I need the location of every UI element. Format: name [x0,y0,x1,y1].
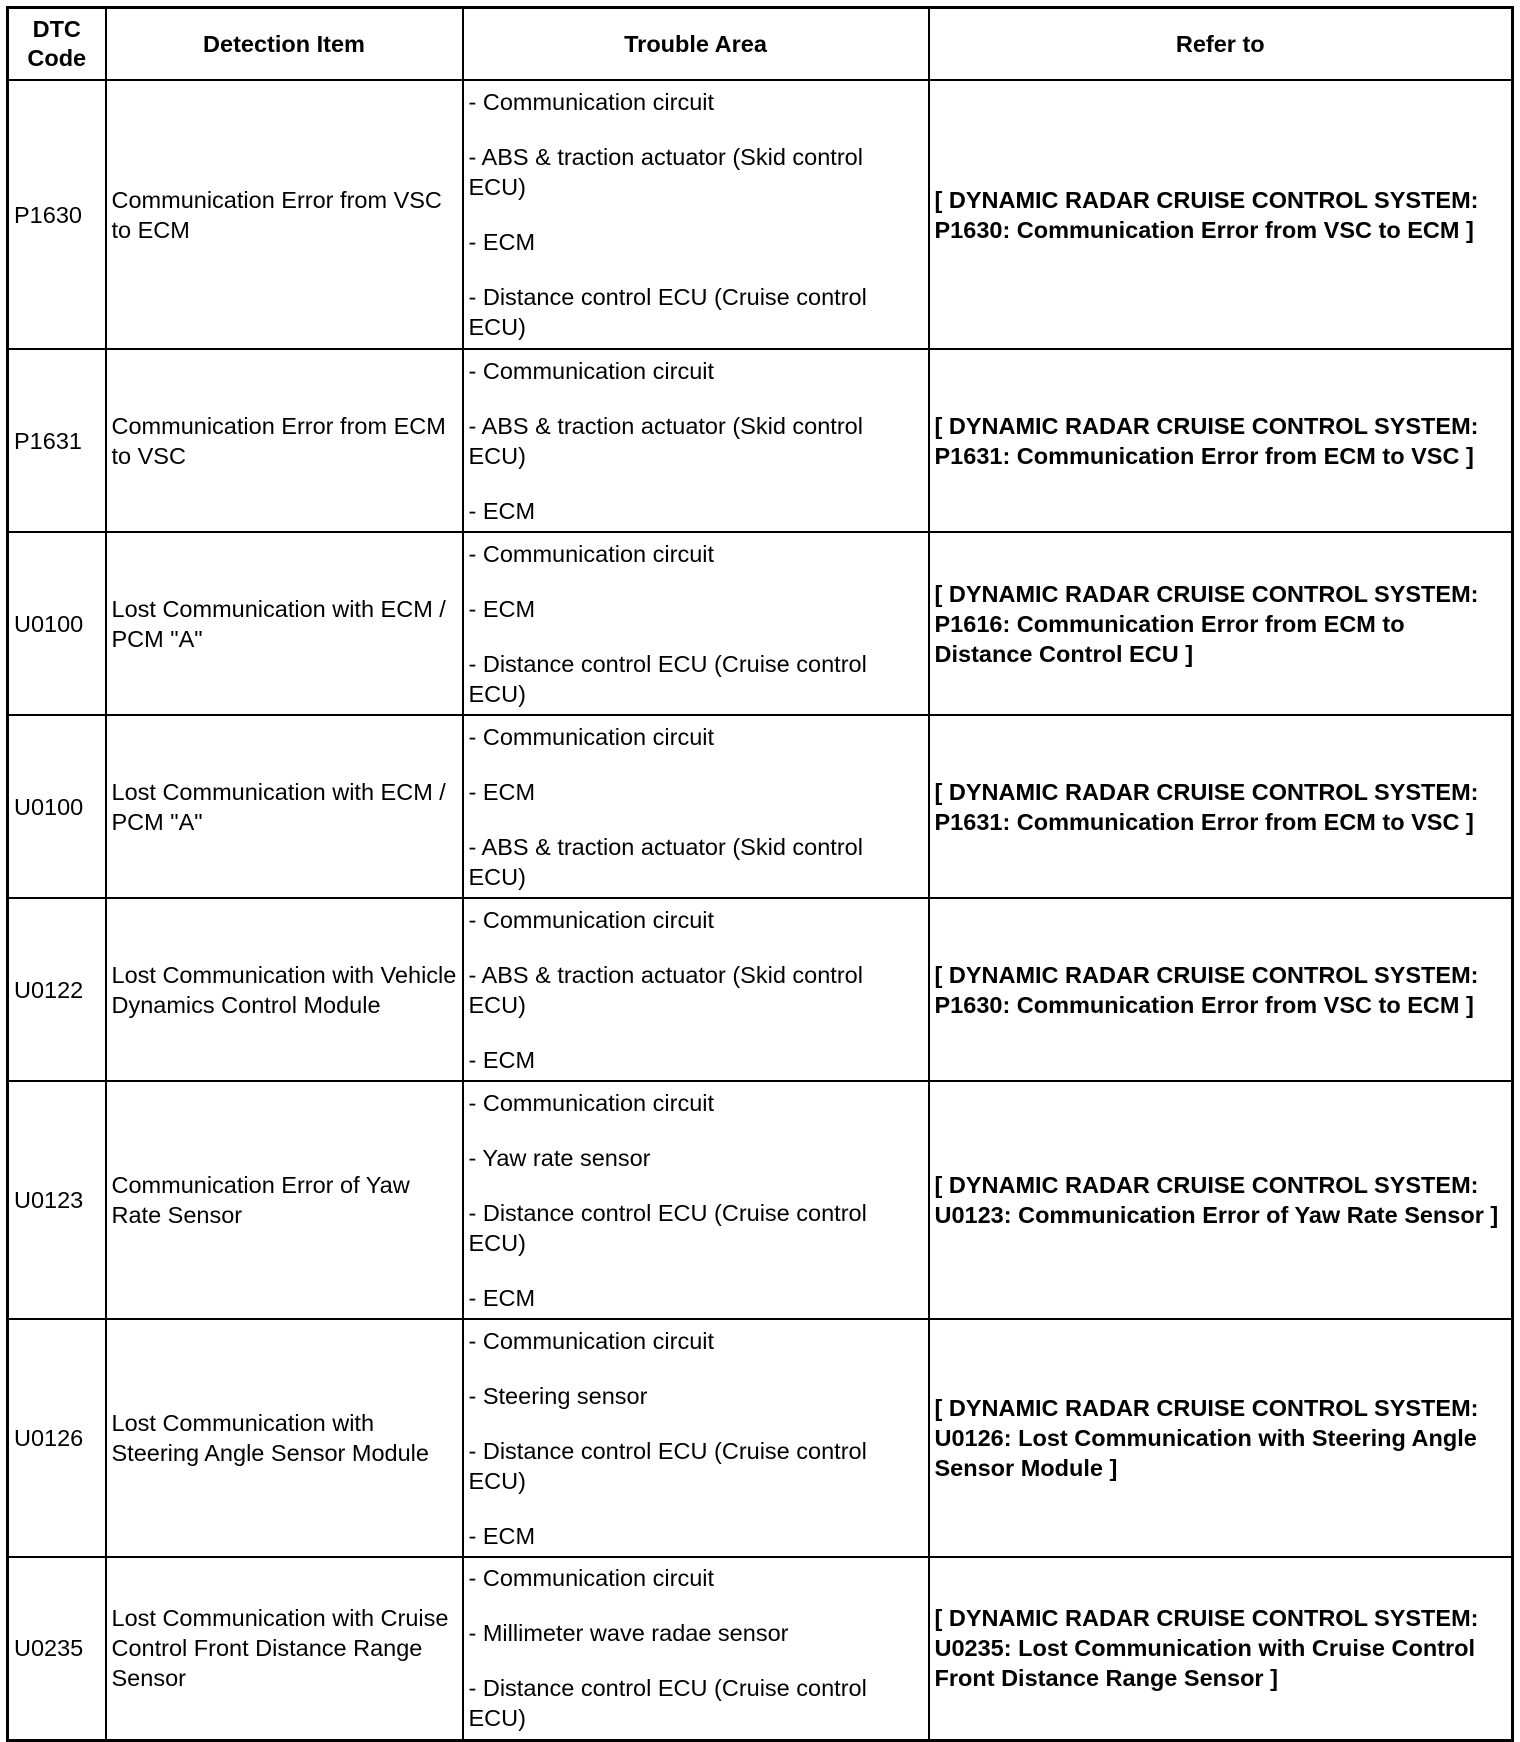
trouble-area-item: - Distance control ECU (Cruise control ECU) [468,1199,867,1256]
trouble-area-item: - Communication circuit [468,1327,715,1354]
dtc-code-cell: U0122 [8,898,106,1081]
header-dtc-code-line2: Code [27,45,87,71]
header-refer-to: Refer to [929,8,1513,81]
trouble-area-item: - ECM [468,1046,536,1073]
refer-to-link[interactable]: [ DYNAMIC RADAR CRUISE CONTROL SYSTEM: P1630: Communication Error from VSC to ECM ] [929,80,1513,349]
table-row [8,715,1513,898]
trouble-area-item: - ECM [468,778,536,805]
header-row [8,8,1513,81]
trouble-area-item: - ECM [468,595,536,622]
trouble-area-item: - Communication circuit [468,1565,715,1592]
trouble-area-item: - ECM [468,1284,536,1311]
trouble-area-item: - Distance control ECU (Cruise control ECU) [468,284,867,340]
trouble-area-cell [463,1557,929,1740]
trouble-area-item: - Communication circuit [468,906,715,933]
dtc-code-cell: P1631 [8,349,106,532]
trouble-area-item: - Communication circuit [468,89,715,115]
dtc-code-cell: P1630 [8,80,106,349]
refer-to-link[interactable]: [ DYNAMIC RADAR CRUISE CONTROL SYSTEM: U0126: Lost Communication with Steering Angle Sensor Module ] [929,1319,1513,1557]
trouble-area-cell [463,1319,929,1557]
detection-item-cell: Lost Communication with Cruise Control Front Distance Range Sensor [106,1557,463,1740]
trouble-area-item: - Communication circuit [468,357,715,384]
trouble-area-cell [463,80,929,349]
trouble-area-item: - Distance control ECU (Cruise control ECU) [468,650,867,707]
table-row [8,80,1513,349]
trouble-area-item: - ECM [468,1522,536,1549]
trouble-area-item: - Communication circuit [468,1089,715,1116]
refer-to-link[interactable]: [ DYNAMIC RADAR CRUISE CONTROL SYSTEM: P1631: Communication Error from ECM to VSC ] [929,349,1513,532]
trouble-area-cell [463,349,929,532]
trouble-area-item: - Communication circuit [468,540,715,567]
trouble-area-item: - ECM [468,229,536,255]
trouble-area-item: - ABS & traction actuator (Skid control ECU) [468,833,863,890]
header-dtc-code [8,8,106,81]
trouble-area-item: - Millimeter wave radae sensor [468,1620,789,1647]
table-row [8,1081,1513,1319]
detection-item-cell: Lost Communication with Steering Angle Sensor Module [106,1319,463,1557]
trouble-area-item: - ECM [468,497,536,524]
table-row [8,1319,1513,1557]
refer-to-link[interactable]: [ DYNAMIC RADAR CRUISE CONTROL SYSTEM: P1616: Communication Error from ECM to Distance Control ECU ] [929,532,1513,715]
trouble-area-item: - Communication circuit [468,723,715,750]
dtc-table [6,6,1514,1742]
table-row [8,1557,1513,1740]
header-trouble-area: Trouble Area [463,8,929,81]
dtc-code-cell: U0235 [8,1557,106,1740]
dtc-code-cell: U0100 [8,715,106,898]
trouble-area-item: - ABS & traction actuator (Skid control ECU) [468,412,863,469]
refer-to-link[interactable]: [ DYNAMIC RADAR CRUISE CONTROL SYSTEM: U0235: Lost Communication with Cruise Control Front Distance Range Sensor ] [929,1557,1513,1740]
detection-item-cell: Lost Communication with ECM / PCM "A" [106,532,463,715]
detection-item-cell: Communication Error from VSC to ECM [106,80,463,349]
trouble-area-cell [463,1081,929,1319]
trouble-area-cell [463,715,929,898]
detection-item-cell: Communication Error of Yaw Rate Sensor [106,1081,463,1319]
trouble-area-item: - ABS & traction actuator (Skid control ECU) [468,961,863,1018]
table-row [8,898,1513,1081]
trouble-area-cell [463,532,929,715]
detection-item-cell: Lost Communication with ECM / PCM "A" [106,715,463,898]
header-dtc-code-line1: DTC [32,16,81,42]
trouble-area-item: - ABS & traction actuator (Skid control ECU) [468,144,863,200]
refer-to-link[interactable]: [ DYNAMIC RADAR CRUISE CONTROL SYSTEM: P1631: Communication Error from ECM to VSC ] [929,715,1513,898]
table-row [8,349,1513,532]
dtc-code-cell: U0126 [8,1319,106,1557]
trouble-area-item: - Yaw rate sensor [468,1144,651,1171]
dtc-code-cell: U0123 [8,1081,106,1319]
dtc-code-cell: U0100 [8,532,106,715]
refer-to-link[interactable]: [ DYNAMIC RADAR CRUISE CONTROL SYSTEM: U0123: Communication Error of Yaw Rate Sensor ] [929,1081,1513,1319]
trouble-area-item: - Steering sensor [468,1382,648,1409]
table-row [8,532,1513,715]
detection-item-cell: Communication Error from ECM to VSC [106,349,463,532]
refer-to-link[interactable]: [ DYNAMIC RADAR CRUISE CONTROL SYSTEM: P1630: Communication Error from VSC to ECM ] [929,898,1513,1081]
trouble-area-cell [463,898,929,1081]
trouble-area-item: - Distance control ECU (Cruise control ECU) [468,1437,867,1494]
detection-item-cell: Lost Communication with Vehicle Dynamics Control Module [106,898,463,1081]
trouble-area-item: - Distance control ECU (Cruise control ECU) [468,1675,867,1732]
header-detection-item: Detection Item [106,8,463,81]
